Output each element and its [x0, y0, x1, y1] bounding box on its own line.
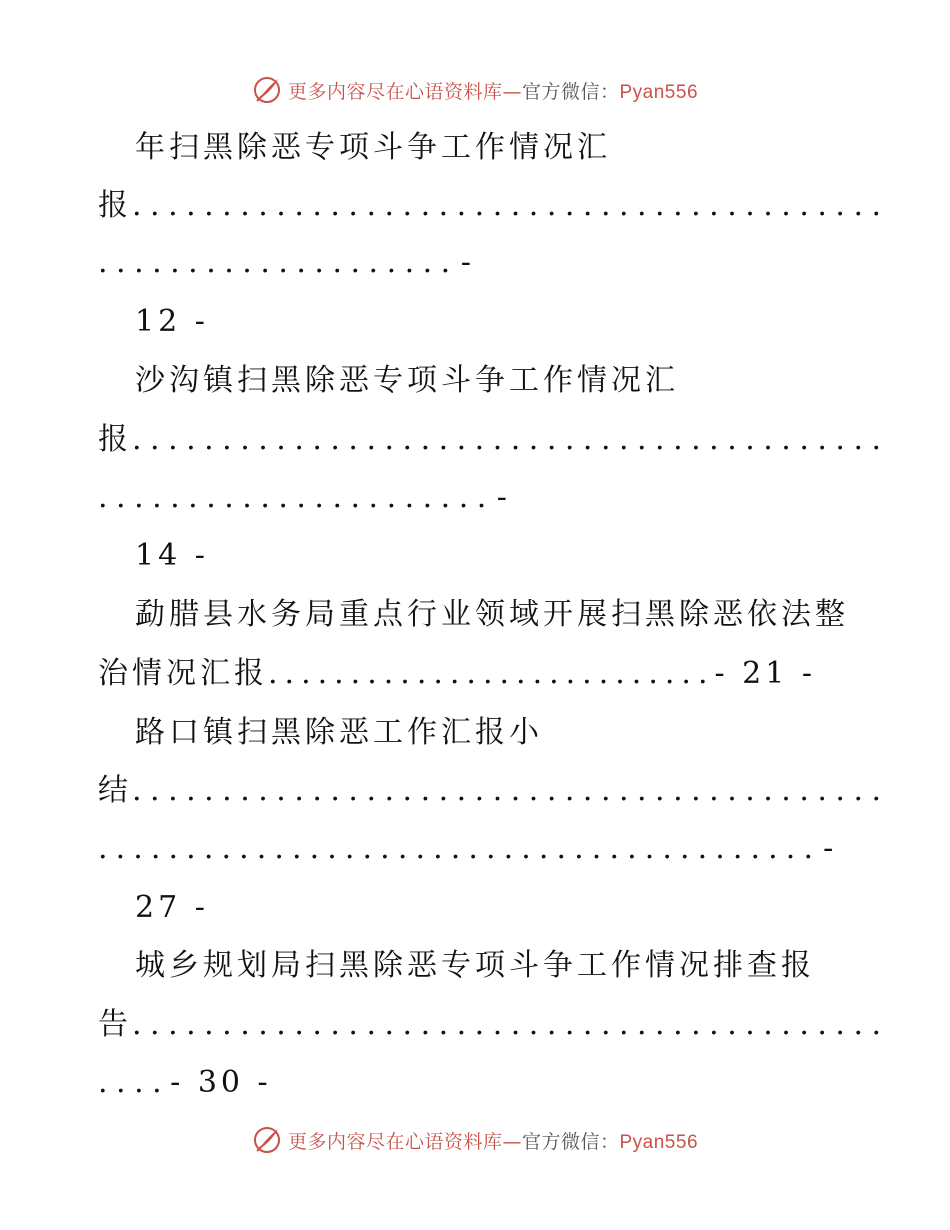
toc-entry-4-title: 路口镇扫黑除恶工作汇报小 [135, 715, 543, 750]
toc-entry-5-line [98, 1005, 890, 1045]
header-separator: — [502, 80, 522, 103]
toc-entry-1-line2 [98, 243, 471, 283]
toc-entry-1-line [98, 186, 890, 226]
header-brand-name: 更多内容尽在心语资料库 [287, 80, 503, 103]
toc-entry-2-line [98, 420, 890, 460]
toc-entry-3-line [98, 654, 816, 694]
footer-separator: — [502, 1130, 522, 1153]
toc-entry-4-tail: 结 [98, 773, 132, 808]
toc-entry-4-dash: - [823, 831, 834, 866]
toc-entry-5-line2 [98, 1063, 272, 1103]
toc-entry-5-page: - 30 - [170, 1065, 272, 1100]
footer-handle: Pyan556 [619, 1131, 699, 1153]
toc-entry-2-dash: - [496, 480, 507, 515]
toc-entry-4-line [98, 771, 890, 811]
toc-entry-3-title: 勐腊县水务局重点行业领域开展扫黑除恶依法整 [135, 597, 849, 632]
footer-brand-name: 更多内容尽在心语资料库 [287, 1130, 503, 1153]
page-footer [0, 1120, 950, 1160]
toc-entry-5-tail: 告 [98, 1007, 132, 1042]
toc-entry-2-title: 沙沟镇扫黑除恶专项斗争工作情况汇 [135, 363, 679, 398]
quill-logo-icon [252, 1125, 282, 1155]
header-wechat-label: 官方微信： [521, 80, 620, 103]
toc-entry-3-tail: 治情况汇报 [98, 656, 268, 691]
toc-entry-1-dots: .......................................... [132, 188, 890, 223]
toc-entry-2-dots2: ...................... [98, 480, 495, 515]
header-handle: Pyan556 [619, 81, 699, 103]
toc-entry-3-page: - 21 - [714, 656, 817, 691]
toc-entry-5-title: 城乡规划局扫黑除恶专项斗争工作情况排查报 [135, 948, 815, 983]
toc-entry-1-title: 年扫黑除恶专项斗争工作情况汇 [135, 130, 611, 165]
toc-entry-1-dots2: .................... [98, 245, 459, 280]
toc-entry-2-tail: 报 [98, 422, 132, 457]
toc-entry-4-dots: .......................................... [132, 773, 890, 808]
toc-entry-5-dots: .......................................... [132, 1007, 890, 1042]
toc-entry-3-dots: ........................... [268, 656, 715, 691]
toc-entry-2-line2 [98, 478, 507, 518]
toc-entry-5-dots2: .... [98, 1065, 171, 1100]
toc-entry-1-dash: - [460, 245, 471, 280]
toc-entry-1-page: 12 - [135, 304, 209, 339]
toc-entry-4-dots2: ......................................... [98, 831, 822, 866]
toc-entry-4-line2 [98, 829, 833, 869]
footer-wechat-label: 官方微信： [521, 1130, 620, 1153]
toc-entry-2-dots: .......................................... [132, 422, 890, 457]
toc-entry-1-tail: 报 [98, 188, 132, 223]
footer-brand [252, 1125, 698, 1155]
toc-entry-2-page: 14 - [135, 538, 209, 573]
toc-entry-4-page: 27 - [135, 890, 209, 925]
